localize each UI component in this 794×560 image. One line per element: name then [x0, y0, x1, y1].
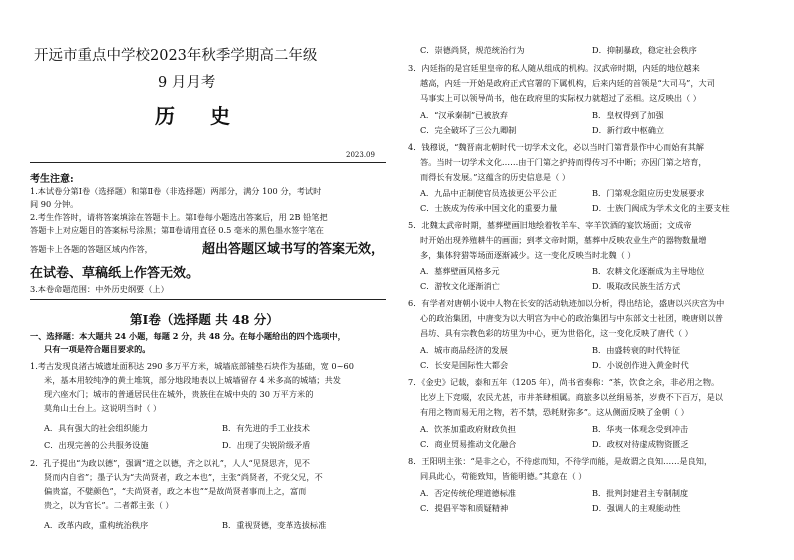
option: A．饮茶加重政府财政负担 — [420, 424, 516, 434]
option: C．崇德尚贤，规范统治行为 — [420, 45, 525, 55]
section-title: 第Ⅰ卷（选择题 共 48 分） — [130, 312, 279, 327]
question-2-line: 贵之，以为官长”。二者都主张（ ） — [44, 500, 174, 510]
exam-date: 2023.09 — [346, 151, 375, 159]
question-4-line: 而得长有发展。”这蕴含的历史信息是（ ） — [420, 172, 571, 182]
question-2-line: 贤而内自省”；墨子认为“夫尚贤者，政之本也”，主张“尚贤者，不党父兄，不 — [44, 472, 323, 482]
question-1-line: 米，基本用较纯净的黄土堆筑，部分地段地表以上城墙留存 4 米多高的城墙；共发 — [44, 375, 341, 385]
question-7-line: 7．《金史》记载，泰和五年（1205 年），尚书省奏称：“茶，饮食之余，非必用之物。 — [408, 377, 720, 387]
option: D．士族门阀成为学术文化的主要支柱 — [592, 203, 730, 213]
option: C．游牧文化逐渐消亡 — [420, 281, 500, 291]
question-6-line: 心的政治集团，中唐变为以大明宫为中心的政治集团与中东部文士社团，晚唐则以普 — [420, 313, 723, 323]
question-6-line: 昌坊、具有宗教色彩的坊里为中心，更为世俗化，这一变化反映了唐代（ ） — [420, 328, 693, 338]
option: C．出现完善的公共服务设施 — [44, 440, 149, 450]
question-5-line: 时开始出现养殖耕牛的画面；到孝文帝时期，墓葬中反映农业生产的器物数量增 — [420, 235, 707, 245]
option: B．门第观念阻应历史发展要求 — [592, 188, 705, 198]
divider-top — [30, 162, 386, 163]
question-2-line: 偏贵富，不嬖颜色”，“夫尚贤者，政之本也”“是故尚贤者事而上之，富而 — [44, 486, 307, 496]
option: D．政权对待虚成物资匮乏 — [592, 439, 689, 449]
option: B．有先进的手工业技术 — [222, 423, 310, 433]
option: C．长安是国际性大都会 — [420, 360, 509, 370]
notice-emphasis: 超出答题区域书写的答案无效， — [202, 242, 385, 257]
notice-line: 答题卡上对应题目的答案标号涂黑；第Ⅱ卷请用直径 0.5 毫米的黑色墨水签字笔在 — [30, 225, 324, 235]
notice-line: 间 90 分钟。 — [30, 199, 79, 209]
option: C．士族成为传承中国文化的重要力量 — [420, 203, 558, 213]
option: C．完全破坏了三公九卿制 — [420, 125, 517, 135]
option: A．墓葬壁画风格多元 — [420, 266, 500, 276]
question-3-line: 3．内廷指的是宫廷里皇帝的私人随从组成的机构。汉武帝时期，内廷的地位越来 — [408, 63, 700, 73]
question-8-line: 同具此心，苟能致知，皆能明德。”其意在（ ） — [420, 471, 587, 481]
question-1-line: 莫角山土台上。这说明当时（ ） — [44, 403, 162, 413]
option: D．抑制暴政，稳定社会秩序 — [592, 45, 697, 55]
option: A．改革内政，重构统治秩序 — [44, 520, 149, 530]
section-intro: 只有一项是符合题目要求的。 — [44, 344, 151, 354]
question-5-line: 5．北魏太武帝时期，墓葬壁画旧地绘着牧羊车、宰羊饮酒的宴饮场面；文成帝 — [408, 220, 692, 230]
option: C．商业贸易推动文化融合 — [420, 439, 517, 449]
option: A．具有强大的社会组织能力 — [44, 423, 149, 433]
option: A．否定传统伦理道德标准 — [420, 488, 516, 498]
option: B．皇权得到了加强 — [592, 110, 664, 120]
option: C．提倡平等和质疑精神 — [420, 503, 509, 513]
question-4-line: 4．钱穆说，“魏晋南北朝时代一切学术文化，必以当时门第背景作中心而始有其解 — [408, 142, 704, 152]
question-8-line: 8．王阳明主张：“是非之心，不待虑而知，不待学而能，是故谓之良知……是良知， — [408, 456, 713, 466]
option: B．农耕文化逐渐成为主导地位 — [592, 266, 705, 276]
subject-title: 历 史 — [155, 104, 244, 128]
option: A．九品中正制使官员选拔更公平公正 — [420, 188, 557, 198]
option: D．吸取改民族生活方式 — [592, 281, 681, 291]
notice-title: 考生注意: — [30, 174, 74, 185]
exam-title: 9 月月考 — [158, 75, 216, 91]
notice-line: 2.考生作答时，请将答案填涂在答题卡上。第Ⅰ卷每小题选出答案后，用 2B 铅笔把 — [30, 212, 328, 222]
question-7-line: 有用之物而易无用之物，若不禁，恐耗财弥多”。这从侧面反映了金朝（ ） — [420, 407, 689, 417]
question-1-line: 1.考古发现良渚古城遗址面积达 290 多万平方米，城墙底部铺垫石块作为基础，宽 0~60 — [30, 361, 354, 371]
option: D．小说创作进入黄金时代 — [592, 360, 689, 370]
notice-line: 答题卡上各题的答题区域内作答， — [30, 244, 153, 254]
option: D．强调人的主观能动性 — [592, 503, 681, 513]
divider-notice — [30, 299, 386, 300]
notice-line: 3.本卷命题范围：中外历史纲要（上） — [30, 284, 169, 294]
option: B．批判封建君主专制制度 — [592, 488, 689, 498]
notice-line: 1.本试卷分第Ⅰ卷（选择题）和第Ⅱ卷（非选择题）两部分，满分 100 分，考试时 — [30, 186, 322, 196]
left-column — [0, 0, 395, 560]
question-3-line: 马事实上可以领导尚书，他在政府里的实际权力就超过了丞相。这反映出（ ） — [420, 93, 701, 103]
question-3-line: 越高，内廷一开始是政府正式官署的下属机构，后来内廷的首领是“大司马”，大司 — [420, 78, 715, 88]
school-title: 开远市重点中学校2023年秋季学期高二年级 — [34, 48, 318, 64]
option: D．新行政中枢确立 — [592, 125, 665, 135]
option: B．重视贤德，变革选拔标准 — [222, 520, 327, 530]
question-7-line: 比岁上下竞啜，农民尤甚，市井茶肆相属。商旅多以丝绢易茶，岁费不下百万，是以 — [420, 392, 723, 402]
notice-emphasis: 在试卷、草稿纸上作答无效。 — [30, 266, 200, 281]
question-5-line: 多，集体狩猎等场面逐渐减少。这一变化反映当时北魏（ ） — [420, 250, 636, 260]
option: D．出现了尖锐阶级矛盾 — [222, 440, 311, 450]
option: A．城市商品经济的发展 — [420, 345, 508, 355]
question-2-line: 2．孔子提出“为政以德”，强调“道之以德，齐之以礼”，人人“见贤思齐，见不 — [30, 458, 310, 468]
option: A．“汉承秦制”已被放弃 — [420, 110, 508, 120]
section-intro: 一、选择题：本大题共 24 小题，每题 2 分，共 48 分。在每小题给出的四个选项中， — [30, 331, 346, 341]
question-1-line: 现六座水门；城市的普通居民住在城外，贵族住在城中央的 30 万平方米的 — [44, 389, 314, 399]
question-6-line: 6．有学者对唐朝小说中人物在长安的活动轨迹加以分析，得出结论，盛唐以兴庆宫为中 — [408, 298, 725, 308]
option: B．由盛转衰的时代特征 — [592, 345, 680, 355]
option: B．华夷一体观念受到冲击 — [592, 424, 689, 434]
right-column — [402, 0, 794, 560]
question-4-line: 答。当时一切学术文化……由于门第之护持而得传习不中断；亦因门第之培育， — [420, 157, 707, 167]
